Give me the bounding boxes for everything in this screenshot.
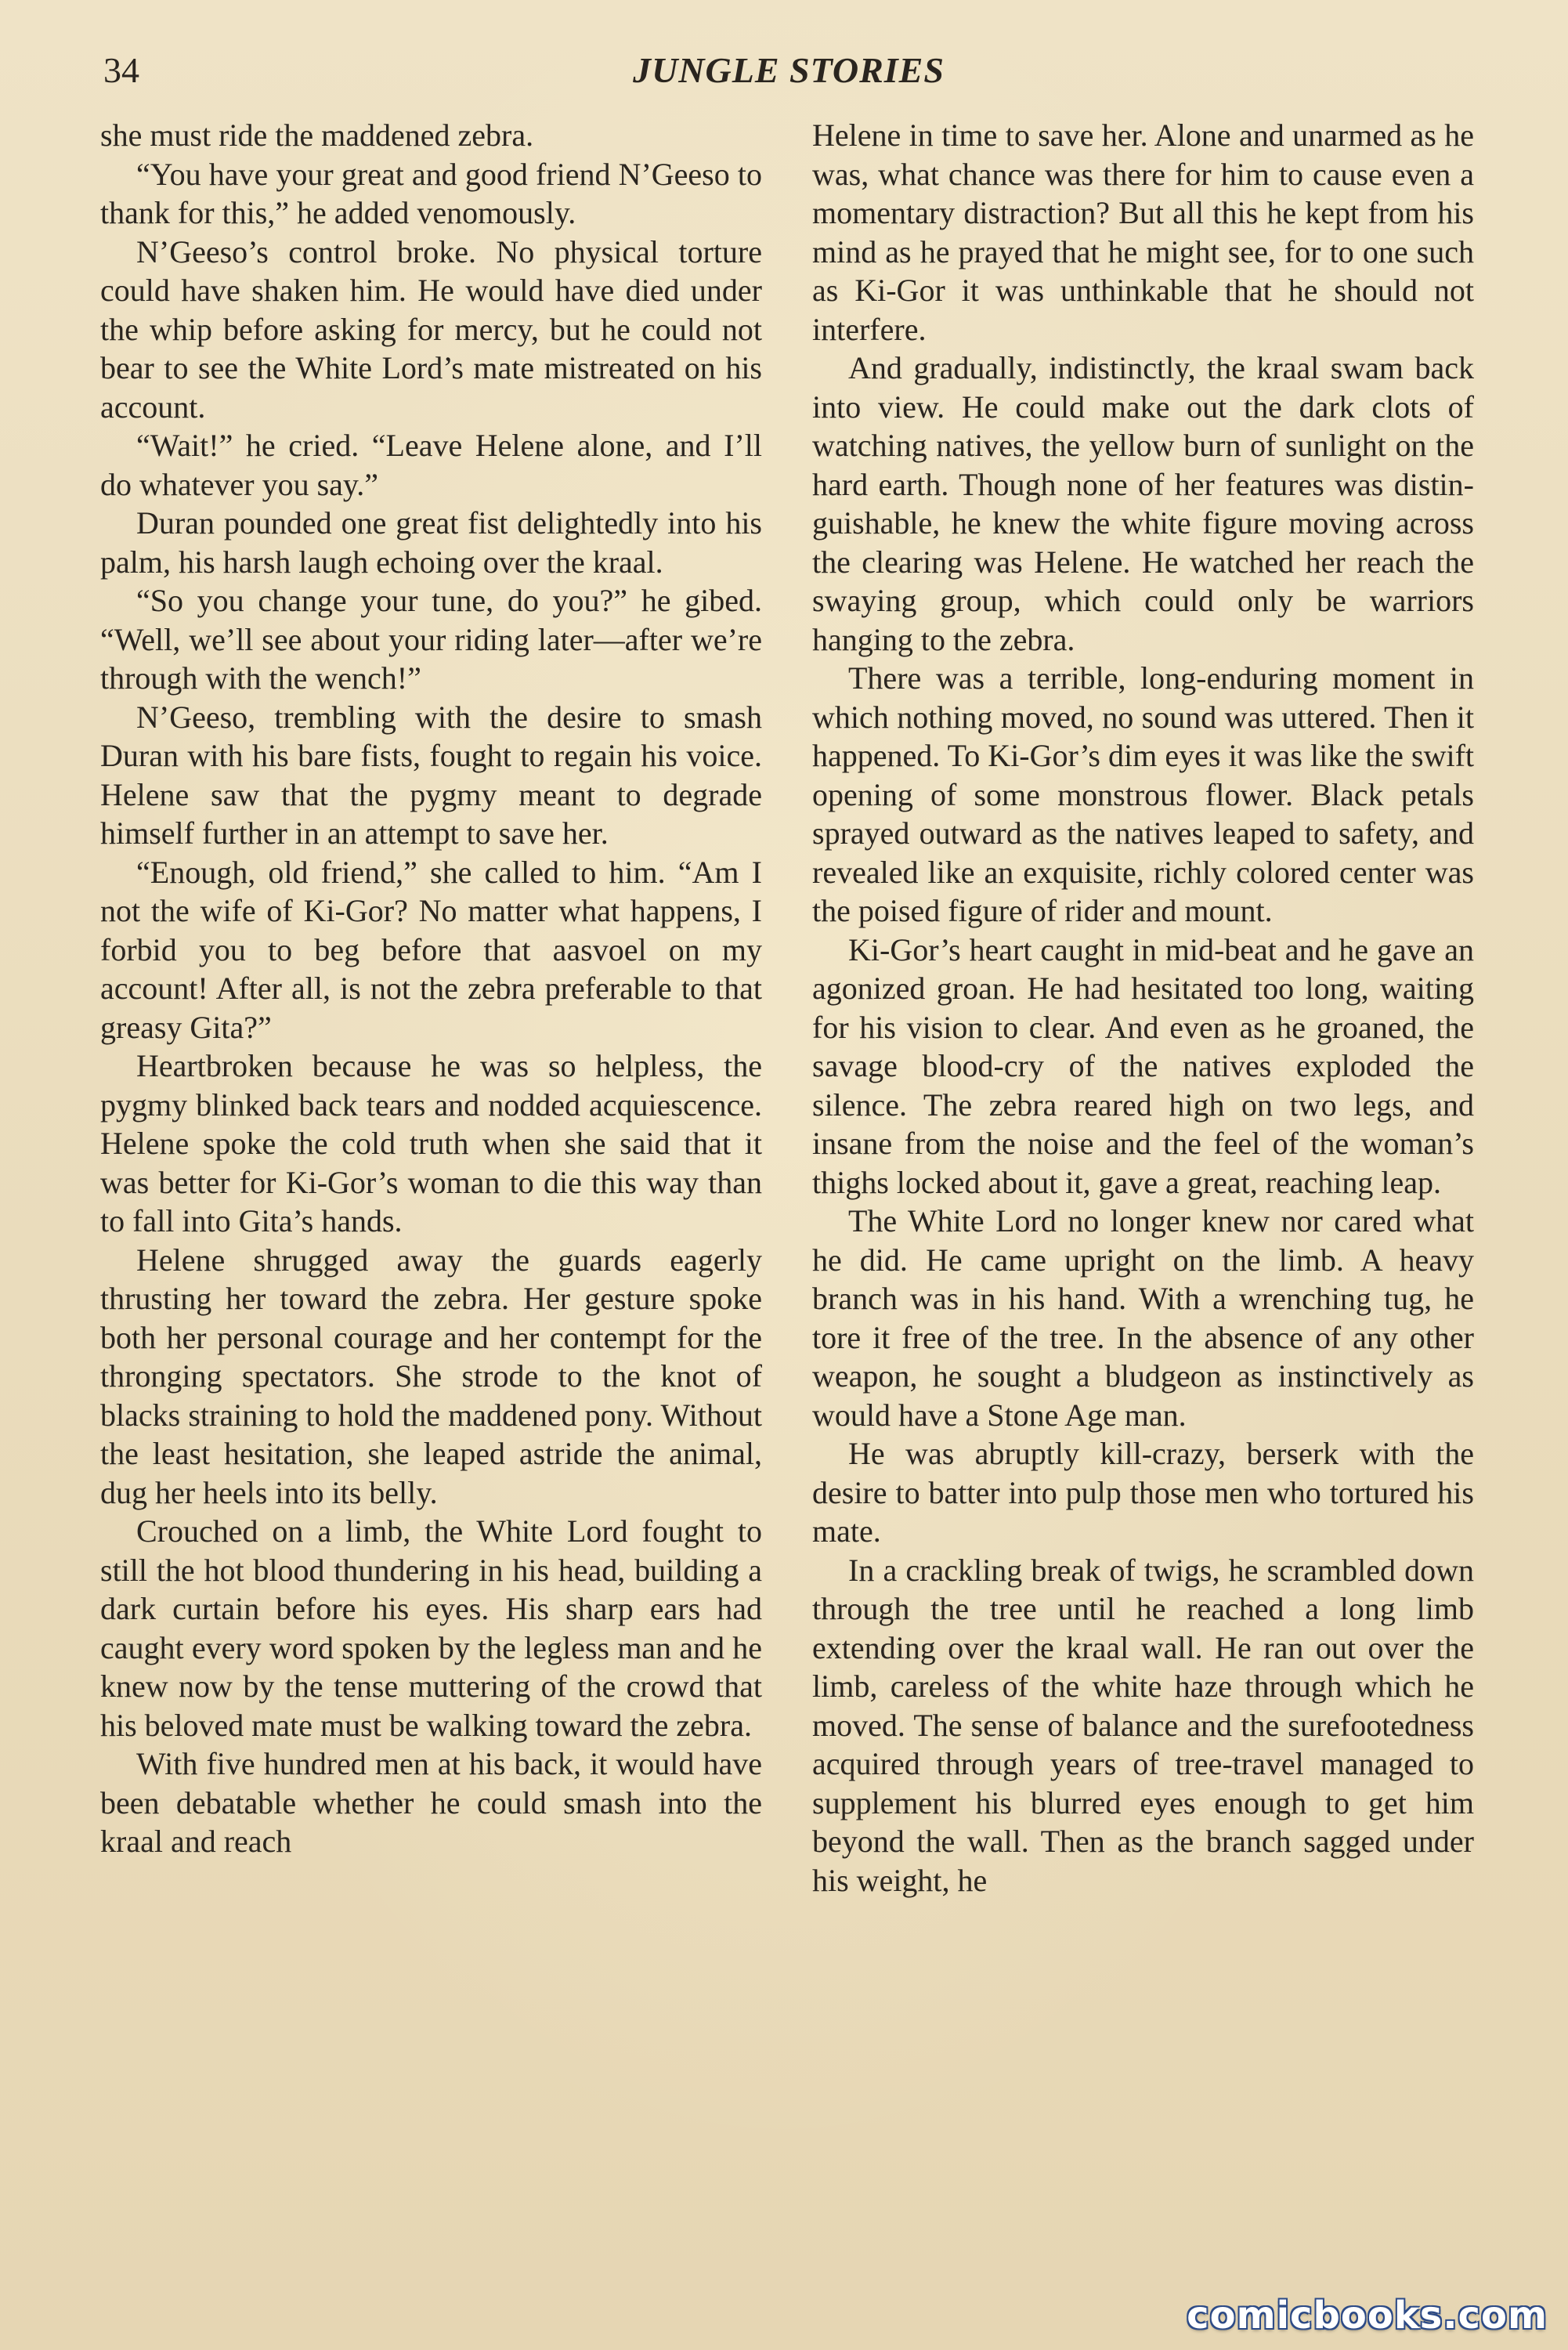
running-title: JUNGLE STORIES [633, 50, 945, 90]
paragraph: There was a terrible, long-enduring moment in which nothing moved, no sound was uttered. Then it happened. To Ki-Gor’s dim eyes it was like the swift opening of some monstrous flower. Black petals sprayed outward as the natives leaped to safety, and revealed like an exquisite, richly colored center was the poised figure of rider and mount. [812, 660, 1474, 928]
page-header [103, 47, 1474, 94]
paragraph: Duran pounded one great fist delightedly into his palm, his harsh laugh echoing over the kraal. [100, 505, 762, 580]
paragraph: Helene shrugged away the guards eagerly thrusting her toward the zebra. Her gesture spoke both her personal courage and her contempt for the thronging spectators. She strode to the knot of blacks straining to hold the maddened pony. Without the least hesitation, she leaped astride the animal, dug her heels into its belly. [100, 1242, 762, 1510]
paragraph: Heartbroken because he was so helpless, the pygmy blinked back tears and nodded acquiescence. Helene spoke the cold truth when she said that it was better for Ki-Gor’s woman to die this way than to fall into Gita’s hands. [100, 1048, 762, 1238]
text-columns [100, 116, 1474, 2309]
paragraph: “You have your great and good friend N’Geeso to thank for this,” he added venomously. [100, 156, 762, 230]
paragraph: He was abruptly kill-crazy, berserk with the desire to batter into pulp those men who tortured his mate. [812, 1436, 1474, 1549]
left-column [100, 116, 762, 2309]
watermark: comicbooks.com [1187, 2294, 1548, 2337]
paragraph: The White Lord no longer knew nor cared what he did. He came upright on the limb. A heavy branch was in his hand. With a wrenching tug, he tore it free of the tree. In the absence of any other weapon, he sought a bludgeon as instinctively as would have a Stone Age man. [812, 1203, 1474, 1433]
paragraph: “Enough, old friend,” she called to him. “Am I not the wife of Ki-Gor? No matter what happens, I forbid you to beg before that aasvoel on my account! After all, is not the zebra preferable to that greasy Gita?” [100, 854, 762, 1045]
paragraph: And gradually, indistinctly, the kraal swam back into view. He could make out the dark clots of watching natives, the yellow burn of sunlight on the hard earth. Though none of her features was distinguishable, he knew the white figure moving across the clearing was Helene. He watched her reach the swaying group, which could only be warriors hanging to the zebra. [812, 350, 1474, 657]
paragraph: Crouched on a limb, the White Lord fought to still the hot blood thundering in his head, building a dark curtain before his eyes. His sharp ears had caught every word spoken by the legless man and he knew now by the tense muttering of the crowd that his beloved mate must be walking toward the zebra. [100, 1513, 762, 1743]
paragraph: “Wait!” he cried. “Leave Helene alone, and I’ll do whatever you say.” [100, 428, 762, 502]
paragraph: “So you change your tune, do you?” he gibed. “Well, we’ll see about your riding later—after we’re through with the wench!” [100, 583, 762, 696]
paragraph: N’Geeso’s control broke. No physical torture could have shaken him. He would have died under the whip before asking for mercy, but he could not bear to see the White Lord’s mate mistreated on his account. [100, 233, 762, 425]
paragraph: Helene in time to save her. Alone and unarmed as he was, what chance was there for him to cause even a momentary distraction? But all this he kept from his mind as he prayed that he might see, for to one such as Ki-Gor it was unthinkable that he should not interfere. [812, 118, 1474, 347]
paragraph: she must ride the maddened zebra. [100, 118, 534, 153]
paragraph: Ki-Gor’s heart caught in mid-beat and he gave an agonized groan. He had hesitated too long, waiting for his vision to clear. And even as he groaned, the savage blood-cry of the natives exploded the silence. The zebra reared high on two legs, and insane from the noise and the feel of the woman’s thighs locked about it, gave a great, reaching leap. [812, 931, 1474, 1200]
right-column [812, 116, 1474, 2309]
paragraph: In a crackling break of twigs, he scrambled down through the tree until he reached a long limb extending over the kraal wall. He ran out over the limb, careless of the white haze through which he moved. The sense of balance and the surefootedness acquired through years of tree-travel managed to supplement his blurred eyes enough to get him beyond the wall. Then as the branch sagged under his weight, he [812, 1552, 1474, 1898]
paragraph: N’Geeso, trembling with the desire to smash Duran with his bare fists, fought to regain his voice. Helene saw that the pygmy meant to degrade himself further in an attempt to save her. [100, 699, 762, 851]
paragraph: With five hundred men at his back, it would have been debatable whether he could smash into the kraal and reach [100, 1746, 762, 1859]
page-number: 34 [103, 50, 139, 90]
